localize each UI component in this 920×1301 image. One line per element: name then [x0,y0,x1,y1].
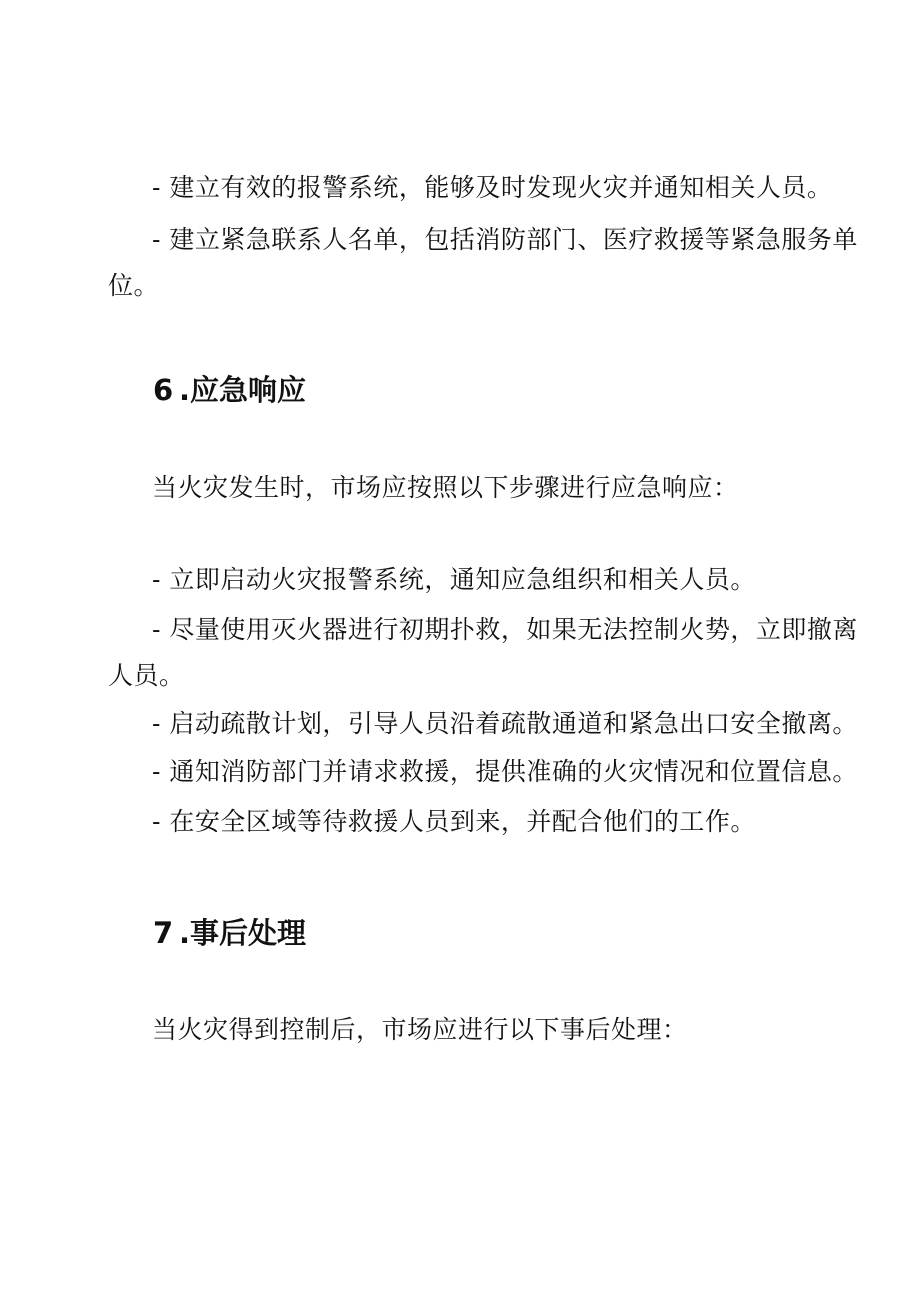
section-6-intro: 当火灾发生时，市场应按照以下步骤进行应急响应： [152,473,739,502]
section-6-title: .应急响应 [179,373,307,407]
alarm-system-item: - 建立有效的报警系统，能够及时发现火灾并通知相关人员。 [152,173,833,202]
response-step-1: - 立即启动火灾报警系统，通知应急组织和相关人员。 [152,565,756,594]
response-step-2: - 尽量使用灭火器进行初期扑救，如果无法控制火势，立即撤离 [152,615,858,644]
emergency-contact-item-continued: 位。 [108,271,160,300]
emergency-contact-item: - 建立紧急联系人名单，包括消防部门、医疗救援等紧急服务单 [152,225,858,254]
section-7-heading [153,915,306,951]
response-step-2-continued: 人员。 [108,661,185,690]
section-6-number: 6 [153,373,174,407]
section-7-title: .事后处理 [179,916,307,950]
response-step-4: - 通知消防部门并请求救援，提供准确的火灾情况和位置信息。 [152,757,858,786]
section-7-intro: 当火灾得到控制后，市场应进行以下事后处理： [152,1015,688,1044]
response-step-5: - 在安全区域等待救援人员到来，并配合他们的工作。 [152,807,756,836]
section-6-heading [153,372,306,408]
response-step-3: - 启动疏散计划，引导人员沿着疏散通道和紧急出口安全撤离。 [152,709,858,738]
section-7-number: 7 [153,916,174,950]
